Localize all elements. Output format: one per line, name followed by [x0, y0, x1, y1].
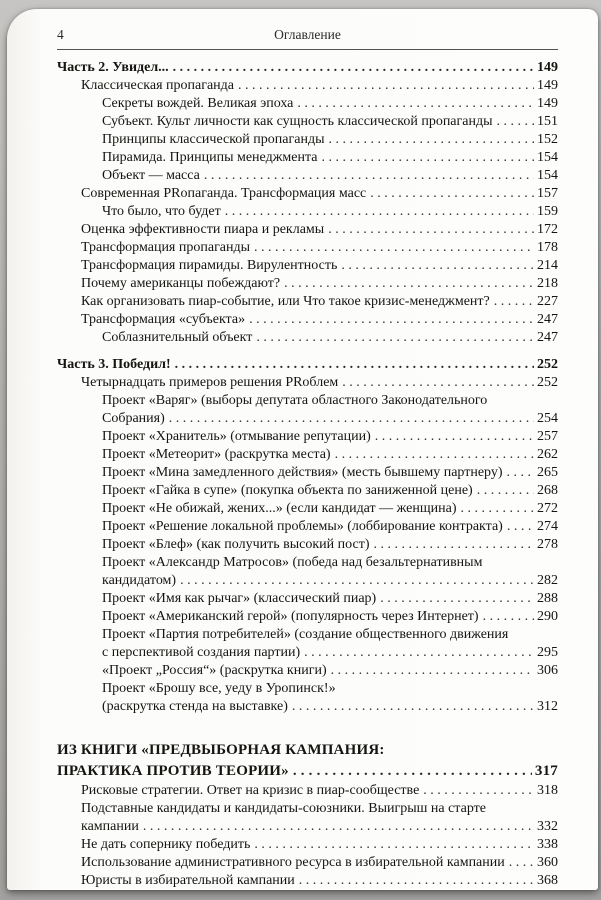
- dot-leader: [169, 410, 534, 428]
- toc-entry: [57, 185, 558, 203]
- dot-leader: [143, 818, 534, 836]
- toc-entry-title: Четырнадцать примеров решения PRоблем: [81, 375, 339, 390]
- toc-page-number: 360: [537, 855, 558, 870]
- running-head-title: Оглавление: [274, 27, 341, 42]
- toc-entry-title: Пирамида. Принципы менеджмента: [102, 150, 318, 165]
- toc-entry-title: кандидатом): [102, 573, 177, 588]
- dot-leader: [494, 293, 534, 311]
- toc-page-number: 257: [537, 429, 558, 444]
- toc-entry: [57, 428, 558, 446]
- toc-page-number: 290: [537, 609, 558, 624]
- toc-entry-title: Трансформация «субъекта»: [81, 312, 246, 327]
- toc-entry-line: [102, 518, 558, 536]
- toc-entry-line: [102, 590, 558, 608]
- toc-page-number: 274: [537, 519, 558, 534]
- dot-leader: [375, 428, 534, 446]
- toc-entry: [57, 464, 558, 482]
- toc-page-number: 157: [537, 186, 558, 201]
- dot-leader: [331, 662, 534, 680]
- toc-entry-line: [102, 149, 558, 167]
- toc-page-number: 247: [537, 330, 558, 345]
- toc-entry-title: Проект «Мина замедленного действия» (месть бывшему партнеру): [102, 465, 503, 480]
- toc-entry-title: Не дать сопернику победить: [81, 837, 251, 852]
- toc-page-number: 172: [537, 222, 558, 237]
- toc-entry-line: [102, 500, 558, 518]
- toc-entry-title: ПРАКТИКА ПРОТИВ ТЕОРИИ»: [57, 763, 289, 779]
- toc-entry-line: [102, 680, 558, 698]
- toc-section-heading: [57, 59, 558, 77]
- toc-entry-line: [81, 836, 558, 854]
- toc-entry-title: Проект «Имя как рычаг» (классический пиар): [102, 591, 377, 606]
- toc-entry-line: [102, 554, 558, 572]
- toc-entry-title: с перспективой создания партии): [102, 645, 301, 660]
- toc-entry-line: [81, 818, 558, 836]
- toc-entry: [57, 329, 558, 347]
- toc-entry: [57, 446, 558, 464]
- toc-entry: [57, 239, 558, 257]
- header-rule: [57, 49, 558, 50]
- toc-entry: [57, 275, 558, 293]
- toc-entry-title: Часть 2. Увидел...: [57, 60, 169, 75]
- toc-entry-title: Проект «Гайка в супе» (покупка объекта по заниженной цене): [102, 483, 473, 498]
- dot-leader: [373, 536, 534, 554]
- dot-leader: [509, 854, 534, 872]
- toc-entry-line: [102, 698, 558, 716]
- toc-page-number: 312: [537, 699, 558, 714]
- toc-entry: [57, 131, 558, 149]
- toc-entry-line: [81, 800, 558, 818]
- toc-page-number: 252: [537, 375, 558, 390]
- dot-leader: [254, 836, 534, 854]
- dot-leader: [328, 131, 534, 149]
- toc-entry-line: [102, 203, 558, 221]
- toc-entry-line: [102, 536, 558, 554]
- toc-entry-line: [81, 311, 558, 329]
- toc-entry: [57, 257, 558, 275]
- toc-entry-line: [102, 482, 558, 500]
- toc-page-number: 272: [537, 501, 558, 516]
- toc-page-number: 159: [537, 204, 558, 219]
- toc-entry: [57, 500, 558, 518]
- toc-entry-line: [102, 644, 558, 662]
- book-page: [7, 9, 598, 890]
- toc-entry: [57, 77, 558, 95]
- toc-entry-title: Проект «Метеорит» (раскрутка места): [102, 447, 331, 462]
- dot-leader: [173, 59, 534, 77]
- toc-entry: [57, 518, 558, 536]
- dot-leader: [321, 149, 534, 167]
- toc-entry: [57, 590, 558, 608]
- dot-leader: [461, 500, 535, 518]
- toc-entry-line: [81, 854, 558, 872]
- dot-leader: [254, 239, 534, 257]
- toc-page-number: 278: [537, 537, 558, 552]
- toc-entry-line: [102, 329, 558, 347]
- toc-page-number: 306: [537, 663, 558, 678]
- toc-entry-title: Юристы в избирательной кампании: [81, 873, 295, 888]
- dot-leader: [483, 608, 534, 626]
- toc-entry-title: кампании: [81, 819, 139, 834]
- dot-leader: [341, 257, 534, 275]
- toc-page-number: 282: [537, 573, 558, 588]
- toc-entry-title: Проект «Не обижай, жених...» (если кандидат — женщина): [102, 501, 457, 516]
- dot-leader: [507, 464, 534, 482]
- toc-page-number: 268: [537, 483, 558, 498]
- toc-entry-line: [81, 374, 558, 392]
- toc-entry: [57, 626, 558, 662]
- toc-page-number: 149: [537, 78, 558, 93]
- toc-entry: [57, 680, 558, 716]
- toc-entry-line: [102, 464, 558, 482]
- toc-entry-title: Проект «Брошу все, уеду в Уропинск!»: [102, 681, 336, 696]
- toc-entry-title: Часть 3. Победил!: [57, 357, 171, 372]
- toc-page-number: 252: [537, 357, 558, 372]
- toc-entry-title: Принципы классической пропаганды: [102, 132, 325, 147]
- toc-page-number: 288: [537, 591, 558, 606]
- toc-entry: [57, 554, 558, 590]
- dot-leader: [335, 446, 534, 464]
- toc-page-number: 247: [537, 312, 558, 327]
- toc-entry-title: Трансформация пропаганды: [81, 240, 251, 255]
- toc-entry-line: [81, 221, 558, 239]
- toc-entry: [57, 392, 558, 428]
- toc-entry: [57, 854, 558, 872]
- dot-leader: [225, 203, 534, 221]
- toc-page-number: 218: [537, 276, 558, 291]
- toc-entry: [57, 836, 558, 854]
- toc-page-number: 318: [537, 783, 558, 798]
- dot-leader: [304, 644, 534, 662]
- dot-leader: [292, 698, 534, 716]
- toc-entry-line: [57, 59, 558, 77]
- dot-leader: [249, 311, 534, 329]
- dot-leader: [299, 872, 534, 890]
- toc-entry-title: Проект «Варяг» (выборы депутата областного Законодательного: [102, 393, 488, 408]
- toc-entry-title: (раскрутка стенда на выставке): [102, 699, 288, 714]
- toc-entry: [57, 95, 558, 113]
- toc-page-number: 332: [537, 819, 558, 834]
- toc-entry-line: [102, 662, 558, 680]
- toc-entry-title: «Проект „Россия“» (раскрутка книги): [102, 663, 327, 678]
- toc-entry-title: Проект «Александр Матросов» (победа над безальтернативным: [102, 555, 483, 570]
- toc-entry-line: [57, 740, 558, 761]
- page-header: [57, 27, 558, 45]
- toc-entry-title: Объект — масса: [102, 168, 200, 183]
- toc-entry: [57, 482, 558, 500]
- toc-entry-line: [81, 77, 558, 95]
- toc-entry-line: [102, 608, 558, 626]
- dot-leader: [423, 782, 534, 800]
- toc-page-number: 295: [537, 645, 558, 660]
- toc-entry-line: [81, 257, 558, 275]
- toc-page-number: 214: [537, 258, 558, 273]
- toc-entry: [57, 221, 558, 239]
- toc-entry-title: Подставные кандидаты и кандидаты-союзники. Выигрыш на старте: [81, 801, 486, 816]
- toc-page-number: 338: [537, 837, 558, 852]
- toc-entry-line: [102, 626, 558, 644]
- dot-leader: [328, 221, 534, 239]
- toc-entry-title: Современная PRопаганда. Трансформация масс: [81, 186, 367, 201]
- toc-entry: [57, 662, 558, 680]
- toc-entry-title: Почему американцы побеждают?: [81, 276, 281, 291]
- toc-entry-title: Проект «Хранитель» (отмывание репутации): [102, 429, 371, 444]
- toc-entry-title: Что было, что будет: [102, 204, 221, 219]
- toc-page-number: 154: [537, 150, 558, 165]
- toc-entry-title: Секреты вождей. Великая эпоха: [102, 96, 294, 111]
- toc-page-number: 368: [537, 873, 558, 888]
- dot-leader: [284, 275, 534, 293]
- toc-entry-line: [57, 356, 558, 374]
- toc-entry: [57, 536, 558, 554]
- toc-entry-line: [81, 185, 558, 203]
- toc-page-number: 265: [537, 465, 558, 480]
- toc-entry-title: Проект «Американский герой» (популярность через Интернет): [102, 609, 479, 624]
- toc-entry: [57, 872, 558, 890]
- dot-leader: [256, 329, 534, 347]
- toc-entry-line: [81, 239, 558, 257]
- toc-page-number: 149: [537, 60, 558, 75]
- page-number: 4: [57, 27, 64, 42]
- toc-entry-title: Соблазнительный объект: [102, 330, 253, 345]
- toc-entry: [57, 293, 558, 311]
- toc-entry-line: [102, 95, 558, 113]
- toc-page-number: 227: [537, 294, 558, 309]
- dot-leader: [380, 590, 534, 608]
- toc-entry-title: Проект «Решение локальной проблемы» (лоббирование контракта): [102, 519, 503, 534]
- toc-entry: [57, 782, 558, 800]
- toc-page-number: 178: [537, 240, 558, 255]
- toc-page-number: 262: [537, 447, 558, 462]
- toc-entry-title: Классическая пропаганда: [81, 78, 235, 93]
- toc-entry: [57, 113, 558, 131]
- toc-entry-title: Трансформация пирамиды. Вирулентность: [81, 258, 338, 273]
- toc-page-number: 154: [537, 168, 558, 183]
- toc-entry-line: [102, 113, 558, 131]
- toc-entry: [57, 800, 558, 836]
- toc-entry-title: Как организовать пиар-событие, или Что такое кризис-менеджмент?: [81, 294, 490, 309]
- toc-entry-line: [102, 572, 558, 590]
- toc-entry-line: [102, 410, 558, 428]
- dot-leader: [497, 113, 535, 131]
- toc-entry-line: [81, 275, 558, 293]
- toc-entry-title: Рисковые стратегии. Ответ на кризис в пиар-сообществе: [81, 783, 420, 798]
- toc-entry-title: Собрания): [102, 411, 165, 426]
- dot-leader: [370, 185, 534, 203]
- dot-leader: [180, 572, 534, 590]
- toc-entry: [57, 311, 558, 329]
- toc-section-heading: [57, 740, 558, 782]
- toc-entry-line: [102, 428, 558, 446]
- toc-entry-line: [102, 392, 558, 410]
- toc-page-number: 254: [537, 411, 558, 426]
- toc-entry-line: [81, 782, 558, 800]
- toc-entry-line: [102, 167, 558, 185]
- dot-leader: [204, 167, 534, 185]
- dot-leader: [297, 95, 534, 113]
- toc-page-number: 152: [537, 132, 558, 147]
- toc-entry-title: Проект «Блеф» (как получить высокий пост): [102, 537, 370, 552]
- toc-section-heading: [57, 356, 558, 374]
- toc-entry: [57, 203, 558, 221]
- toc-entry-title: Субъект. Культ личности как сущность классической пропаганды: [102, 114, 493, 129]
- toc-entry: [57, 608, 558, 626]
- toc-entry-line: [81, 293, 558, 311]
- dot-leader: [477, 482, 534, 500]
- toc-entry: [57, 149, 558, 167]
- toc-entry-title: ИЗ КНИГИ «ПРЕДВЫБОРНАЯ КАМПАНИЯ:: [57, 742, 385, 758]
- toc-page-number: 317: [534, 763, 558, 779]
- table-of-contents: [57, 59, 558, 890]
- dot-leader: [175, 356, 534, 374]
- toc-page-number: 149: [537, 96, 558, 111]
- dot-leader: [507, 518, 534, 536]
- toc-entry-title: Проект «Партия потребителей» (создание общественного движения: [102, 627, 509, 642]
- toc-entry: [57, 374, 558, 392]
- dot-leader: [342, 374, 534, 392]
- toc-entry-line: [102, 131, 558, 149]
- toc-entry: [57, 167, 558, 185]
- toc-entry-line: [102, 446, 558, 464]
- toc-entry-line: [57, 761, 558, 782]
- toc-entry-title: Использование административного ресурса в избирательной кампании: [81, 855, 505, 870]
- toc-page-number: 151: [537, 114, 558, 129]
- dot-leader: [293, 761, 532, 782]
- toc-entry-line: [81, 872, 558, 890]
- dot-leader: [238, 77, 534, 95]
- toc-entry-title: Оценка эффективности пиара и рекламы: [81, 222, 325, 237]
